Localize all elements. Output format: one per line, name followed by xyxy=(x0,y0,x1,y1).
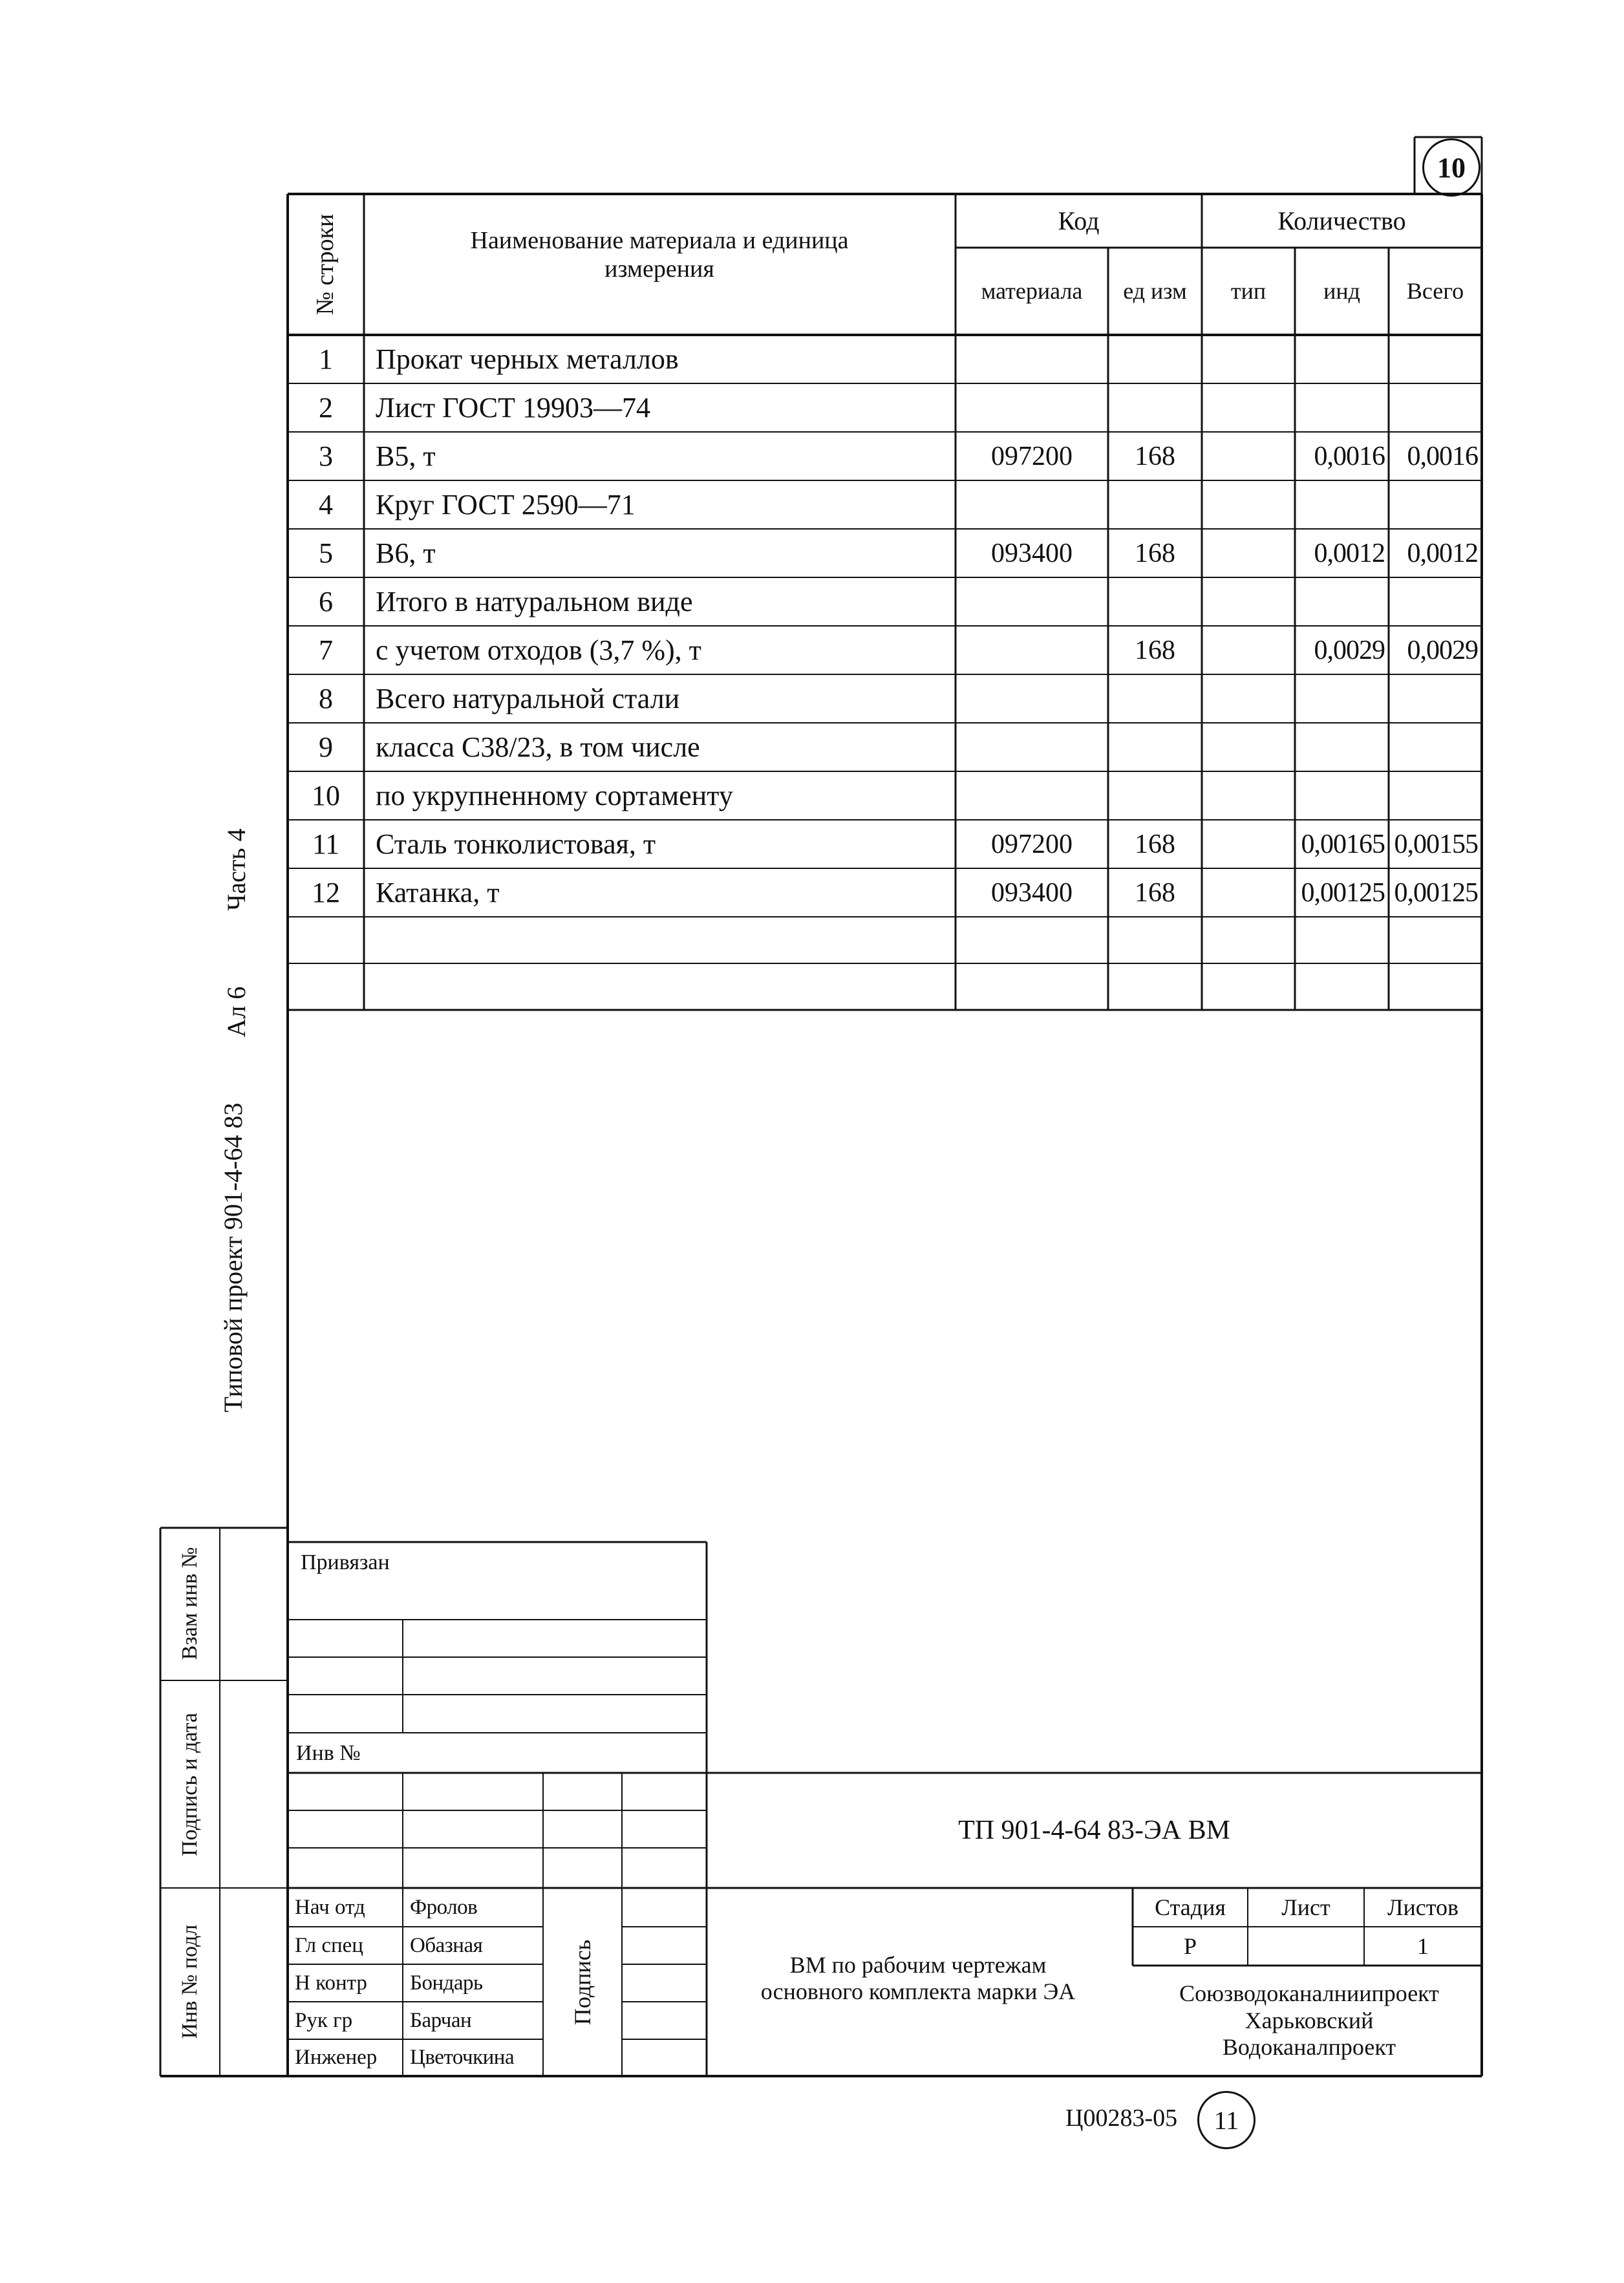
row-name: Итого в натуральном виде xyxy=(376,586,693,617)
row-material-code xyxy=(956,480,1108,529)
stage-label: Стадия xyxy=(1155,1894,1226,1920)
row-type-qty xyxy=(1202,383,1295,432)
footer-sheet-circle xyxy=(1197,2091,1255,2149)
stage-value: Р xyxy=(1183,1933,1197,1959)
side-stamp-project: Типовой проект 901-4-64 83 xyxy=(218,1102,248,1413)
title-person-name: Фролов xyxy=(410,1895,478,1919)
row-type-qty xyxy=(1202,335,1295,383)
row-type-qty xyxy=(1202,626,1295,674)
row-number: 7 xyxy=(319,634,333,666)
row-material-code xyxy=(956,723,1108,771)
title-person-name: Цветочкина xyxy=(410,2046,515,2069)
row-name: Круг ГОСТ 2590—71 xyxy=(376,489,636,520)
row-ind-qty xyxy=(1295,723,1389,771)
row-ind-qty: 0,0029 xyxy=(1314,635,1385,665)
row-number: 4 xyxy=(319,489,333,520)
header-material: материала xyxy=(981,277,1083,304)
side-column-inv-podl: Инв № подл xyxy=(178,1924,202,2039)
sheet-mark-number: 10 xyxy=(1437,151,1466,184)
row-name: Катанка, т xyxy=(376,877,500,908)
row-type-qty xyxy=(1202,723,1295,771)
organization-name: Союзводоканалниипроект Харьковский Водоканалпроект xyxy=(1179,1980,1439,2061)
sheet-value xyxy=(1248,1927,1364,1966)
row-total-qty xyxy=(1389,383,1482,432)
row-total-qty: 0,0016 xyxy=(1407,441,1478,471)
row-type-qty xyxy=(1202,529,1295,577)
row-unit-code xyxy=(1108,674,1202,723)
row-name: Лист ГОСТ 19903—74 xyxy=(376,392,651,423)
row-name: Сталь тонколистовая, т xyxy=(376,828,656,860)
row-material-code xyxy=(956,335,1108,383)
binding-inv-no-label: Инв № xyxy=(296,1741,361,1765)
row-unit-code: 168 xyxy=(1135,829,1175,859)
header-code: Код xyxy=(1058,206,1100,235)
row-name: класса С38/23, в том числе xyxy=(376,731,700,763)
row-number: 8 xyxy=(319,683,333,714)
side-stamp-part: Часть 4 xyxy=(221,828,251,911)
header-row-number: № строки xyxy=(312,213,339,316)
header-unit: ед изм xyxy=(1123,277,1187,304)
row-total-qty xyxy=(1389,335,1482,383)
row-unit-code xyxy=(1108,335,1202,383)
title-role: Гл спец xyxy=(295,1933,363,1957)
sheet-mark-circle xyxy=(1422,138,1480,197)
row-number: 5 xyxy=(319,537,333,569)
row-total-qty xyxy=(1389,480,1482,529)
sheets-value: 1 xyxy=(1417,1933,1429,1959)
row-total-qty xyxy=(1389,771,1482,820)
header-type: тип xyxy=(1230,277,1266,304)
row-ind-qty: 0,0012 xyxy=(1314,538,1385,568)
signature-column-label: Подпись xyxy=(570,1939,595,2026)
row-ind-qty xyxy=(1295,577,1389,626)
row-total-qty xyxy=(1389,577,1482,626)
row-unit-code: 168 xyxy=(1135,538,1175,568)
row-material-code: 093400 xyxy=(991,877,1073,908)
row-name: Всего натуральной стали xyxy=(376,683,680,714)
header-name: Наименование материала и единица измерения xyxy=(470,227,849,283)
document-code: ТП 901-4-64 83-ЭА ВМ xyxy=(958,1816,1230,1845)
row-type-qty xyxy=(1202,868,1295,917)
row-unit-code xyxy=(1108,480,1202,529)
side-column-vzam-inv: Взам инв № xyxy=(178,1547,202,1660)
header-quantity: Количество xyxy=(1277,206,1406,235)
row-name: Прокат черных металлов xyxy=(376,343,679,375)
sheets-label: Листов xyxy=(1387,1894,1458,1920)
sheet-label: Лист xyxy=(1281,1894,1330,1920)
row-type-qty xyxy=(1202,674,1295,723)
row-material-code xyxy=(956,771,1108,820)
row-material-code xyxy=(956,674,1108,723)
row-material-code xyxy=(956,626,1108,674)
row-type-qty xyxy=(1202,480,1295,529)
row-number: 10 xyxy=(312,780,340,811)
row-unit-code xyxy=(1108,577,1202,626)
row-ind-qty xyxy=(1295,383,1389,432)
row-ind-qty xyxy=(1295,674,1389,723)
side-stamp-album: Ал 6 xyxy=(221,986,251,1038)
row-type-qty xyxy=(1202,771,1295,820)
row-number: 1 xyxy=(319,343,333,375)
row-number: 12 xyxy=(312,877,340,908)
row-type-qty xyxy=(1202,432,1295,480)
row-total-qty: 0,0012 xyxy=(1407,538,1478,568)
row-unit-code: 168 xyxy=(1135,877,1175,908)
row-ind-qty xyxy=(1295,480,1389,529)
row-material-code: 093400 xyxy=(991,538,1073,568)
row-total-qty: 0,0029 xyxy=(1407,635,1478,665)
row-material-code xyxy=(956,577,1108,626)
row-total-qty: 0,00125 xyxy=(1394,877,1478,908)
row-total-qty xyxy=(1389,674,1482,723)
row-number: 11 xyxy=(312,828,340,860)
row-unit-code: 168 xyxy=(1135,441,1175,471)
header-ind: инд xyxy=(1323,277,1360,304)
row-material-code xyxy=(956,383,1108,432)
row-number: 3 xyxy=(319,440,333,472)
row-type-qty xyxy=(1202,577,1295,626)
binding-privyazan-label: Привязан xyxy=(301,1550,390,1574)
row-total-qty: 0,00155 xyxy=(1394,829,1478,859)
header-total: Всего xyxy=(1406,277,1464,304)
title-person-name: Обазная xyxy=(410,1933,483,1957)
row-ind-qty: 0,0016 xyxy=(1314,441,1385,471)
row-number: 6 xyxy=(319,586,333,617)
row-name: с учетом отходов (3,7 %), т xyxy=(376,634,701,666)
row-number: 9 xyxy=(319,731,333,763)
row-ind-qty xyxy=(1295,335,1389,383)
row-material-code: 097200 xyxy=(991,441,1073,471)
row-type-qty xyxy=(1202,820,1295,868)
row-total-qty xyxy=(1389,723,1482,771)
title-person-name: Бондарь xyxy=(410,1971,483,1995)
row-name: по укрупненному сортаменту xyxy=(376,780,733,811)
side-column-podpis-data: Подпись и дата xyxy=(178,1713,202,1856)
footer-document-code: Ц00283-05 xyxy=(1065,2105,1178,2132)
row-ind-qty: 0,00165 xyxy=(1301,829,1385,859)
row-unit-code xyxy=(1108,771,1202,820)
document-description: ВМ по рабочим чертежам основного комплекта марки ЭА xyxy=(760,1951,1076,2004)
row-material-code: 097200 xyxy=(991,829,1073,859)
title-role: Нач отд xyxy=(295,1895,365,1919)
title-role: Рук гр xyxy=(295,2008,353,2032)
footer-sheet-number: 11 xyxy=(1213,2105,1239,2135)
row-unit-code xyxy=(1108,723,1202,771)
row-unit-code: 168 xyxy=(1135,635,1175,665)
title-role: Инженер xyxy=(295,2046,378,2069)
title-person-name: Барчан xyxy=(410,2008,472,2032)
row-unit-code xyxy=(1108,383,1202,432)
row-name: В6, т xyxy=(376,537,436,569)
row-number: 2 xyxy=(319,392,333,423)
row-ind-qty: 0,00125 xyxy=(1301,877,1385,908)
row-ind-qty xyxy=(1295,771,1389,820)
row-name: В5, т xyxy=(376,440,436,472)
title-role: Н контр xyxy=(295,1971,367,1995)
